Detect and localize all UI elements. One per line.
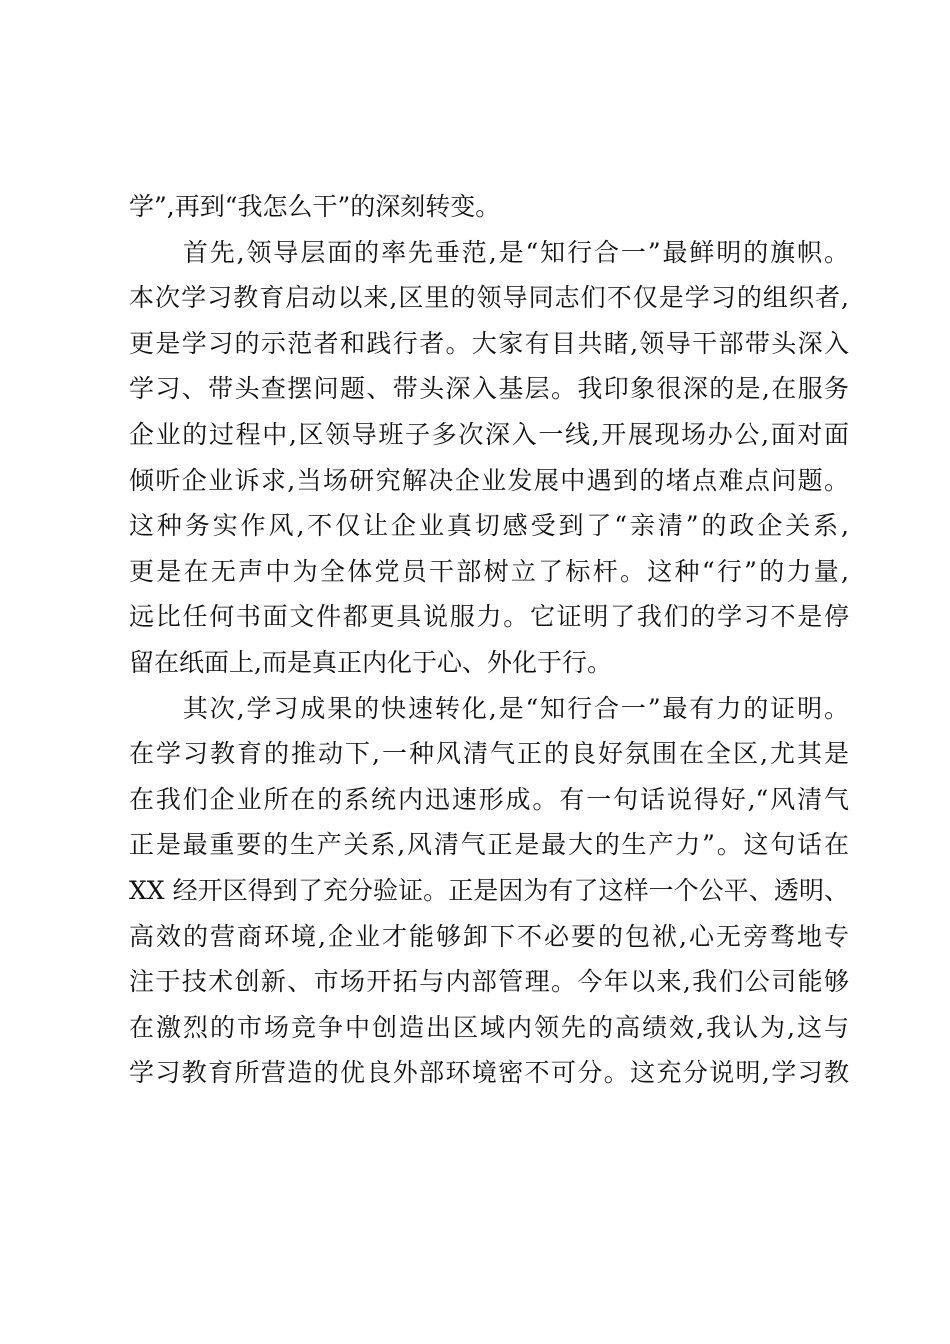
text-line: 倾听企业诉求,当场研究解决企业发展中遇到的堵点难点问题。 [129, 465, 849, 495]
text-line: 学习、带头查摆问题、带头深入基层。我印象很深的是,在服务 [129, 374, 849, 404]
body-text [129, 184, 849, 1096]
text-line: 留在纸面上,而是真正内化于心、外化于行。 [129, 647, 612, 677]
paragraph-first-line: 其次,学习成果的快速转化,是“知行合一”最有力的证明。 [129, 693, 849, 723]
text-line: XX 经开区得到了充分验证。正是因为有了这样一个公平、透明、 [129, 875, 849, 905]
text-line: 正是最重要的生产关系,风清气正是最大的生产力”。这句话在 [129, 830, 849, 860]
text-line: 在我们企业所在的系统内迅速形成。有一句话说得好,“风清气 [129, 784, 849, 814]
text-line: 注于技术创新、市场开拓与内部管理。今年以来,我们公司能够 [129, 967, 849, 997]
text-line: 学”,再到“我怎么干”的深刻转变。 [129, 192, 501, 221]
text-line: 更是在无声中为全体党员干部树立了标杆。这种“行”的力量, [129, 556, 849, 586]
text-line: 高效的营商环境,企业才能够卸下不必要的包袱,心无旁骛地专 [129, 921, 849, 951]
text-line: 在学习教育的推动下,一种风清气正的良好氛围在全区,尤其是 [129, 739, 849, 769]
text-line: 本次学习教育启动以来,区里的领导同志们不仅是学习的组织者, [129, 283, 849, 313]
text-line: 更是学习的示范者和践行者。大家有目共睹,领导干部带头深入 [129, 328, 849, 358]
paragraph-first-line: 首先,领导层面的率先垂范,是“知行合一”最鲜明的旗帜。 [129, 237, 849, 267]
text-line: 企业的过程中,区领导班子多次深入一线,开展现场办公,面对面 [129, 419, 849, 449]
text-line: 这种务实作风,不仅让企业真切感受到了“亲清”的政企关系, [129, 511, 849, 541]
text-line: 在激烈的市场竞争中创造出区域内领先的高绩效,我认为,这与 [129, 1012, 849, 1042]
text-line: 学习教育所营造的优良外部环境密不可分。这充分说明,学习教 [129, 1058, 849, 1088]
text-line: 远比任何书面文件都更具说服力。它证明了我们的学习不是停 [129, 602, 849, 632]
